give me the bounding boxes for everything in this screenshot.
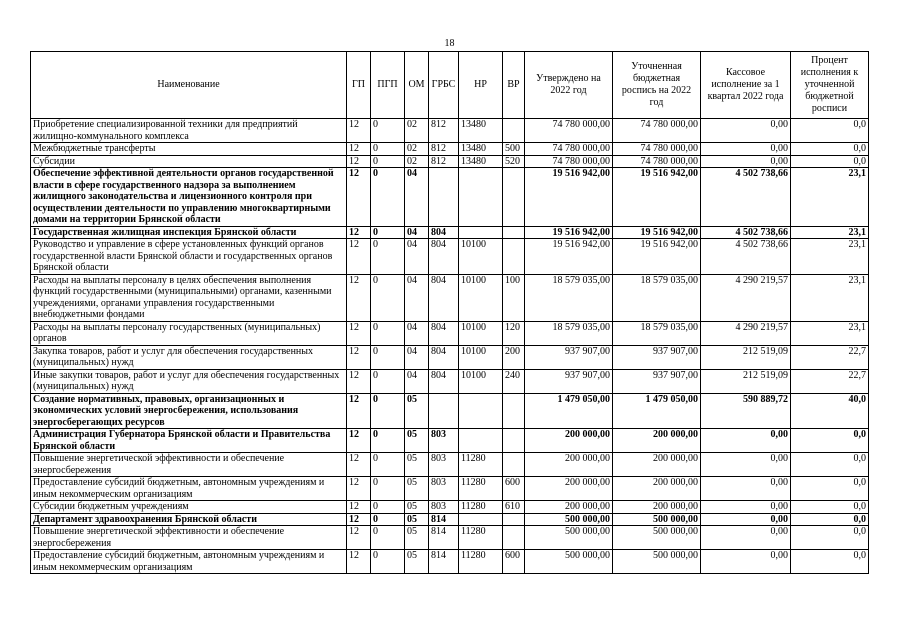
cell-grbs: 804: [429, 226, 459, 239]
cell-updated: 19 516 942,00: [613, 239, 701, 275]
cell-pgp: 0: [371, 155, 405, 168]
cell-vr: 120: [503, 321, 525, 345]
cell-executed: 590 889,72: [701, 393, 791, 429]
cell-grbs: [429, 393, 459, 429]
column-header-name: Наименование: [31, 52, 347, 119]
cell-nr: 10100: [459, 369, 503, 393]
cell-om: 04: [405, 168, 429, 227]
cell-nr: 10100: [459, 345, 503, 369]
cell-vr: 200: [503, 345, 525, 369]
cell-percent: 23,1: [791, 274, 869, 321]
cell-gp: 12: [347, 393, 371, 429]
cell-pgp: 0: [371, 526, 405, 550]
cell-grbs: 812: [429, 143, 459, 156]
cell-percent: 40,0: [791, 393, 869, 429]
cell-executed: 0,00: [701, 477, 791, 501]
cell-vr: [503, 393, 525, 429]
cell-pgp: 0: [371, 550, 405, 574]
cell-percent: 0,0: [791, 155, 869, 168]
cell-grbs: 812: [429, 119, 459, 143]
cell-approved: 1 479 050,00: [525, 393, 613, 429]
cell-pgp: 0: [371, 513, 405, 526]
cell-approved: 500 000,00: [525, 550, 613, 574]
cell-name: Расходы на выплаты персоналу в целях обеспечения выполнения функций государственными (муниципальными) органами, казенными учреждениями, органами управления государственными внебюджетными фондами: [31, 274, 347, 321]
column-header-updated: Уточненная бюджетная роспись на 2022 год: [613, 52, 701, 119]
cell-name: Администрация Губернатора Брянской области и Правительства Брянской области: [31, 429, 347, 453]
cell-nr: 13480: [459, 143, 503, 156]
column-header-vr: ВР: [503, 52, 525, 119]
cell-approved: 18 579 035,00: [525, 321, 613, 345]
cell-updated: 200 000,00: [613, 477, 701, 501]
cell-name: Государственная жилищная инспекция Брянской области: [31, 226, 347, 239]
cell-om: 02: [405, 143, 429, 156]
cell-gp: 12: [347, 168, 371, 227]
cell-updated: 500 000,00: [613, 526, 701, 550]
column-header-executed: Кассовое исполнение за 1 квартал 2022 года: [701, 52, 791, 119]
cell-updated: 200 000,00: [613, 429, 701, 453]
cell-grbs: 814: [429, 526, 459, 550]
budget-execution-table: [30, 51, 869, 574]
cell-pgp: 0: [371, 369, 405, 393]
cell-executed: 4 502 738,66: [701, 168, 791, 227]
cell-gp: 12: [347, 143, 371, 156]
cell-nr: 11280: [459, 501, 503, 514]
cell-approved: 200 000,00: [525, 501, 613, 514]
cell-pgp: 0: [371, 168, 405, 227]
cell-nr: [459, 226, 503, 239]
cell-om: 05: [405, 453, 429, 477]
cell-om: 05: [405, 429, 429, 453]
cell-pgp: 0: [371, 239, 405, 275]
cell-executed: 4 290 219,57: [701, 274, 791, 321]
cell-name: Межбюджетные трансферты: [31, 143, 347, 156]
table-body: [31, 119, 869, 574]
cell-percent: 0,0: [791, 477, 869, 501]
cell-name: Предоставление субсидий бюджетным, автономным учреждениям и иным некоммерческим организациям: [31, 477, 347, 501]
table-row: [31, 168, 869, 227]
cell-om: 04: [405, 239, 429, 275]
cell-percent: 0,0: [791, 550, 869, 574]
table-row: [31, 119, 869, 143]
cell-grbs: 814: [429, 550, 459, 574]
cell-nr: 10100: [459, 239, 503, 275]
table-row: [31, 345, 869, 369]
cell-om: 05: [405, 393, 429, 429]
cell-updated: 500 000,00: [613, 513, 701, 526]
cell-om: 05: [405, 513, 429, 526]
cell-om: 04: [405, 321, 429, 345]
cell-om: 04: [405, 369, 429, 393]
column-header-gp: ГП: [347, 52, 371, 119]
cell-approved: 200 000,00: [525, 477, 613, 501]
cell-approved: 74 780 000,00: [525, 155, 613, 168]
cell-executed: 0,00: [701, 155, 791, 168]
cell-pgp: 0: [371, 143, 405, 156]
cell-percent: 0,0: [791, 119, 869, 143]
cell-approved: 200 000,00: [525, 429, 613, 453]
cell-om: 04: [405, 345, 429, 369]
cell-executed: 0,00: [701, 119, 791, 143]
cell-nr: [459, 429, 503, 453]
cell-percent: 22,7: [791, 369, 869, 393]
cell-percent: 23,1: [791, 226, 869, 239]
cell-name: Создание нормативных, правовых, организационных и экономических условий энергосбережения, использования энергосберегающих ресурсов: [31, 393, 347, 429]
cell-updated: 500 000,00: [613, 550, 701, 574]
cell-grbs: 804: [429, 369, 459, 393]
column-header-percent: Процент исполнения к уточненной бюджетной росписи: [791, 52, 869, 119]
cell-vr: 600: [503, 550, 525, 574]
cell-nr: 11280: [459, 453, 503, 477]
cell-vr: 500: [503, 143, 525, 156]
cell-approved: 74 780 000,00: [525, 143, 613, 156]
cell-executed: 4 502 738,66: [701, 226, 791, 239]
cell-vr: [503, 119, 525, 143]
cell-om: 05: [405, 526, 429, 550]
cell-grbs: 812: [429, 155, 459, 168]
cell-pgp: 0: [371, 393, 405, 429]
cell-executed: 0,00: [701, 501, 791, 514]
page-number: 18: [444, 38, 455, 49]
table-header-row: [31, 52, 869, 119]
column-header-approved: Утверждено на 2022 год: [525, 52, 613, 119]
cell-pgp: 0: [371, 345, 405, 369]
cell-nr: [459, 393, 503, 429]
cell-percent: 0,0: [791, 453, 869, 477]
cell-gp: 12: [347, 119, 371, 143]
cell-updated: 19 516 942,00: [613, 226, 701, 239]
cell-executed: 4 502 738,66: [701, 239, 791, 275]
cell-executed: 0,00: [701, 550, 791, 574]
table-row: [31, 501, 869, 514]
cell-percent: 0,0: [791, 143, 869, 156]
cell-pgp: 0: [371, 477, 405, 501]
cell-gp: 12: [347, 321, 371, 345]
cell-executed: 0,00: [701, 453, 791, 477]
cell-grbs: 814: [429, 513, 459, 526]
cell-vr: [503, 168, 525, 227]
cell-updated: 74 780 000,00: [613, 143, 701, 156]
column-header-nr: НР: [459, 52, 503, 119]
cell-name: Субсидии: [31, 155, 347, 168]
cell-approved: 19 516 942,00: [525, 239, 613, 275]
cell-approved: 937 907,00: [525, 345, 613, 369]
cell-nr: [459, 513, 503, 526]
cell-gp: 12: [347, 274, 371, 321]
cell-vr: [503, 429, 525, 453]
table-row: [31, 393, 869, 429]
table-row: [31, 513, 869, 526]
cell-gp: 12: [347, 501, 371, 514]
cell-gp: 12: [347, 369, 371, 393]
cell-nr: 11280: [459, 550, 503, 574]
cell-approved: 500 000,00: [525, 526, 613, 550]
cell-executed: 212 519,09: [701, 369, 791, 393]
cell-updated: 18 579 035,00: [613, 274, 701, 321]
cell-name: Закупка товаров, работ и услуг для обеспечения государственных (муниципальных) нужд: [31, 345, 347, 369]
cell-grbs: [429, 168, 459, 227]
cell-grbs: 803: [429, 501, 459, 514]
cell-pgp: 0: [371, 119, 405, 143]
cell-approved: 18 579 035,00: [525, 274, 613, 321]
cell-grbs: 804: [429, 345, 459, 369]
column-header-pgp: ПГП: [371, 52, 405, 119]
cell-name: Обеспечение эффективной деятельности органов государственной власти в сфере государственного надзора за выполнением жилищного законодательства и лицензионного контроля при осуществлении деятельности по управлению многоквартирными домами на территории Брянской области: [31, 168, 347, 227]
table-row: [31, 274, 869, 321]
cell-executed: 0,00: [701, 429, 791, 453]
table-row: [31, 477, 869, 501]
cell-gp: 12: [347, 345, 371, 369]
cell-nr: 11280: [459, 526, 503, 550]
column-header-grbs: ГРБС: [429, 52, 459, 119]
cell-vr: [503, 239, 525, 275]
cell-executed: 0,00: [701, 513, 791, 526]
cell-gp: 12: [347, 526, 371, 550]
cell-om: 02: [405, 155, 429, 168]
cell-approved: 74 780 000,00: [525, 119, 613, 143]
cell-executed: 0,00: [701, 526, 791, 550]
cell-vr: 100: [503, 274, 525, 321]
cell-nr: [459, 168, 503, 227]
cell-name: Повышение энергетической эффективности и обеспечение энергосбережения: [31, 526, 347, 550]
cell-name: Приобретение специализированной техники для предприятий жилищно-коммунального комплекса: [31, 119, 347, 143]
cell-grbs: 804: [429, 321, 459, 345]
cell-vr: 610: [503, 501, 525, 514]
cell-updated: 74 780 000,00: [613, 119, 701, 143]
cell-updated: 74 780 000,00: [613, 155, 701, 168]
cell-percent: 0,0: [791, 526, 869, 550]
cell-om: 04: [405, 274, 429, 321]
cell-updated: 19 516 942,00: [613, 168, 701, 227]
cell-vr: [503, 526, 525, 550]
cell-gp: 12: [347, 550, 371, 574]
cell-gp: 12: [347, 513, 371, 526]
cell-grbs: 804: [429, 274, 459, 321]
cell-gp: 12: [347, 453, 371, 477]
column-header-om: ОМ: [405, 52, 429, 119]
cell-pgp: 0: [371, 226, 405, 239]
cell-percent: 22,7: [791, 345, 869, 369]
cell-om: 05: [405, 477, 429, 501]
cell-name: Субсидии бюджетным учреждениям: [31, 501, 347, 514]
cell-om: 05: [405, 550, 429, 574]
cell-nr: 10100: [459, 274, 503, 321]
cell-updated: 937 907,00: [613, 345, 701, 369]
cell-om: 05: [405, 501, 429, 514]
cell-approved: 200 000,00: [525, 453, 613, 477]
cell-gp: 12: [347, 477, 371, 501]
cell-executed: 4 290 219,57: [701, 321, 791, 345]
cell-percent: 23,1: [791, 168, 869, 227]
cell-executed: 0,00: [701, 143, 791, 156]
cell-name: Повышение энергетической эффективности и обеспечение энергосбережения: [31, 453, 347, 477]
cell-percent: 23,1: [791, 321, 869, 345]
cell-updated: 200 000,00: [613, 453, 701, 477]
cell-om: 02: [405, 119, 429, 143]
cell-gp: 12: [347, 429, 371, 453]
cell-name: Предоставление субсидий бюджетным, автономным учреждениям и иным некоммерческим организациям: [31, 550, 347, 574]
cell-vr: 520: [503, 155, 525, 168]
cell-grbs: 803: [429, 477, 459, 501]
cell-pgp: 0: [371, 501, 405, 514]
cell-vr: [503, 513, 525, 526]
cell-approved: 19 516 942,00: [525, 226, 613, 239]
cell-grbs: 804: [429, 239, 459, 275]
cell-name: Иные закупки товаров, работ и услуг для обеспечения государственных (муниципальных) нужд: [31, 369, 347, 393]
cell-percent: 0,0: [791, 501, 869, 514]
table-row: [31, 155, 869, 168]
table-row: [31, 369, 869, 393]
table-row: [31, 321, 869, 345]
cell-grbs: 803: [429, 453, 459, 477]
cell-pgp: 0: [371, 321, 405, 345]
cell-gp: 12: [347, 226, 371, 239]
cell-updated: 18 579 035,00: [613, 321, 701, 345]
cell-percent: 23,1: [791, 239, 869, 275]
cell-gp: 12: [347, 239, 371, 275]
cell-approved: 500 000,00: [525, 513, 613, 526]
cell-updated: 200 000,00: [613, 501, 701, 514]
cell-pgp: 0: [371, 453, 405, 477]
cell-pgp: 0: [371, 429, 405, 453]
cell-name: Департамент здравоохранения Брянской области: [31, 513, 347, 526]
cell-updated: 1 479 050,00: [613, 393, 701, 429]
cell-vr: [503, 453, 525, 477]
cell-nr: 10100: [459, 321, 503, 345]
cell-gp: 12: [347, 155, 371, 168]
table-row: [31, 239, 869, 275]
table-row: [31, 226, 869, 239]
cell-nr: 11280: [459, 477, 503, 501]
cell-grbs: 803: [429, 429, 459, 453]
cell-pgp: 0: [371, 274, 405, 321]
cell-vr: [503, 226, 525, 239]
cell-name: Руководство и управление в сфере установленных функций органов государственной власти Брянской области и государственных органов Брянской области: [31, 239, 347, 275]
table-row: [31, 550, 869, 574]
table-row: [31, 429, 869, 453]
cell-vr: 240: [503, 369, 525, 393]
cell-nr: 13480: [459, 119, 503, 143]
cell-percent: 0,0: [791, 429, 869, 453]
cell-name: Расходы на выплаты персоналу государственных (муниципальных) органов: [31, 321, 347, 345]
cell-approved: 937 907,00: [525, 369, 613, 393]
cell-vr: 600: [503, 477, 525, 501]
cell-approved: 19 516 942,00: [525, 168, 613, 227]
table-row: [31, 143, 869, 156]
table-row: [31, 453, 869, 477]
cell-percent: 0,0: [791, 513, 869, 526]
table-row: [31, 526, 869, 550]
cell-om: 04: [405, 226, 429, 239]
cell-nr: 13480: [459, 155, 503, 168]
cell-updated: 937 907,00: [613, 369, 701, 393]
cell-executed: 212 519,09: [701, 345, 791, 369]
